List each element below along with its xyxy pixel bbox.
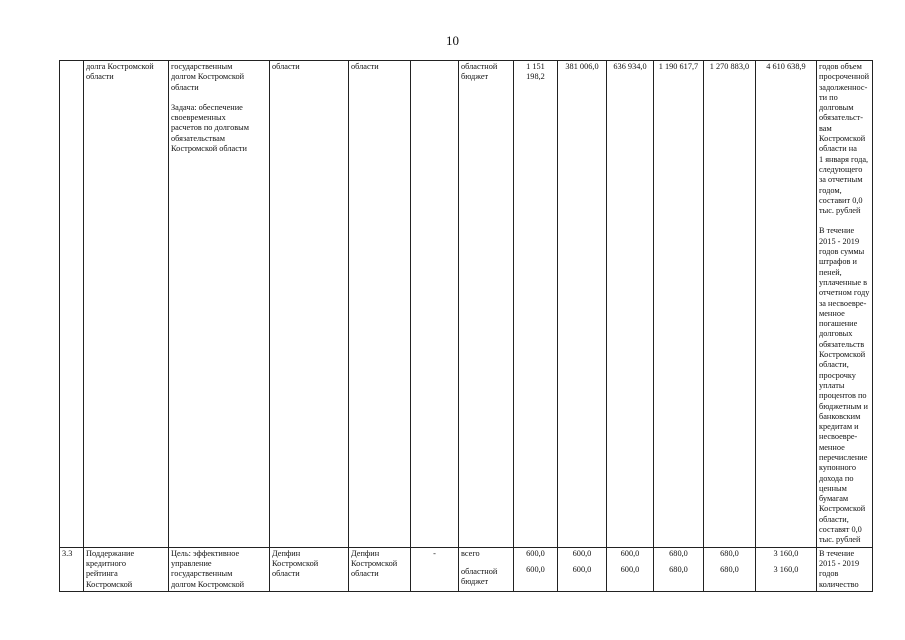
value-2017: 636 934,0 <box>607 61 654 548</box>
value-2017-cell <box>607 547 654 591</box>
value-2019: 1 270 883,0 <box>704 61 756 548</box>
coexecutor: области <box>349 61 411 548</box>
task-line: Задача: обеспечение <box>171 102 243 112</box>
value-all: 600,0 <box>572 548 592 558</box>
result-text: В течение 2015 - 2019 годов суммы штрафов и пеней, уплаченные в отчетном году за несвоевре- менное погашение долговых обязательств Костромской области, просрочку уплаты процентов по бюджетным и банковским кредитам и несвоевре- менное перечисление купонного дохода по ценным бумагам Костромской области, составят 0,0 тыс. рублей <box>819 226 870 545</box>
value-all: 680,0 <box>720 548 739 558</box>
table-row <box>60 61 873 548</box>
page-number: 10 <box>446 33 459 48</box>
value-total-cell <box>756 547 817 591</box>
goal-task-cell <box>169 61 270 548</box>
value-budget: 600,0 <box>620 564 640 574</box>
task-line: своевременных <box>171 113 226 123</box>
goal-line: долгом Костромской <box>171 72 245 82</box>
value-all: 600,0 <box>620 548 640 558</box>
coexecutor: Депфин Костромской области <box>349 547 411 591</box>
value-2016: 381 006,0 <box>558 61 607 548</box>
funding-source-cell <box>459 547 514 591</box>
value-all: 600,0 <box>526 548 545 558</box>
term <box>411 61 459 548</box>
measure-name: Поддержание кредитного рейтинга Костромской <box>84 547 169 591</box>
program-table <box>59 60 873 592</box>
value-budget: 680,0 <box>720 564 739 574</box>
row-number: 3.3 <box>60 547 84 591</box>
value-total: 4 610 638,9 <box>756 61 817 548</box>
task-line: обязательствам <box>171 133 226 143</box>
goal-line: области <box>171 82 199 92</box>
funding-source-budget: областной бюджет <box>461 566 498 587</box>
result-text: годов объем просроченной задолженнос- ти по долговым обязательст- вам Костромской области на 1 января года, следующего за отчетным годом, составит 0,0 тыс. рублей <box>819 62 870 216</box>
value-budget: 3 160,0 <box>773 564 799 574</box>
row-number <box>60 61 84 548</box>
executor: Депфин Костромской области <box>270 547 349 591</box>
value-2018-cell <box>654 547 704 591</box>
measure-name: долга Костромской области <box>84 61 169 548</box>
value-2015-cell <box>514 547 558 591</box>
funding-source-all: всего <box>461 548 480 558</box>
value-2015: 1 151 198,2 <box>514 61 558 548</box>
value-2019-cell <box>704 547 756 591</box>
value-budget: 680,0 <box>669 564 688 574</box>
value-budget: 600,0 <box>572 564 592 574</box>
result-cell <box>817 61 873 548</box>
table-row <box>60 547 873 591</box>
value-budget: 600,0 <box>526 564 545 574</box>
task-line: Костромской области <box>171 144 247 154</box>
task-line: расчетов по долговым <box>171 123 250 133</box>
funding-source: областной бюджет <box>459 61 514 548</box>
executor: области <box>270 61 349 548</box>
result-text: В течение 2015 - 2019 годов количество <box>817 547 873 591</box>
value-2018: 1 190 617,7 <box>654 61 704 548</box>
term: - <box>411 547 459 591</box>
value-all: 3 160,0 <box>773 548 799 558</box>
goal-text: Цель: эффективное управление государственным долгом Костромской <box>169 547 270 591</box>
value-2016-cell <box>558 547 607 591</box>
goal-line: государственным <box>171 62 233 71</box>
value-all: 680,0 <box>669 548 688 558</box>
